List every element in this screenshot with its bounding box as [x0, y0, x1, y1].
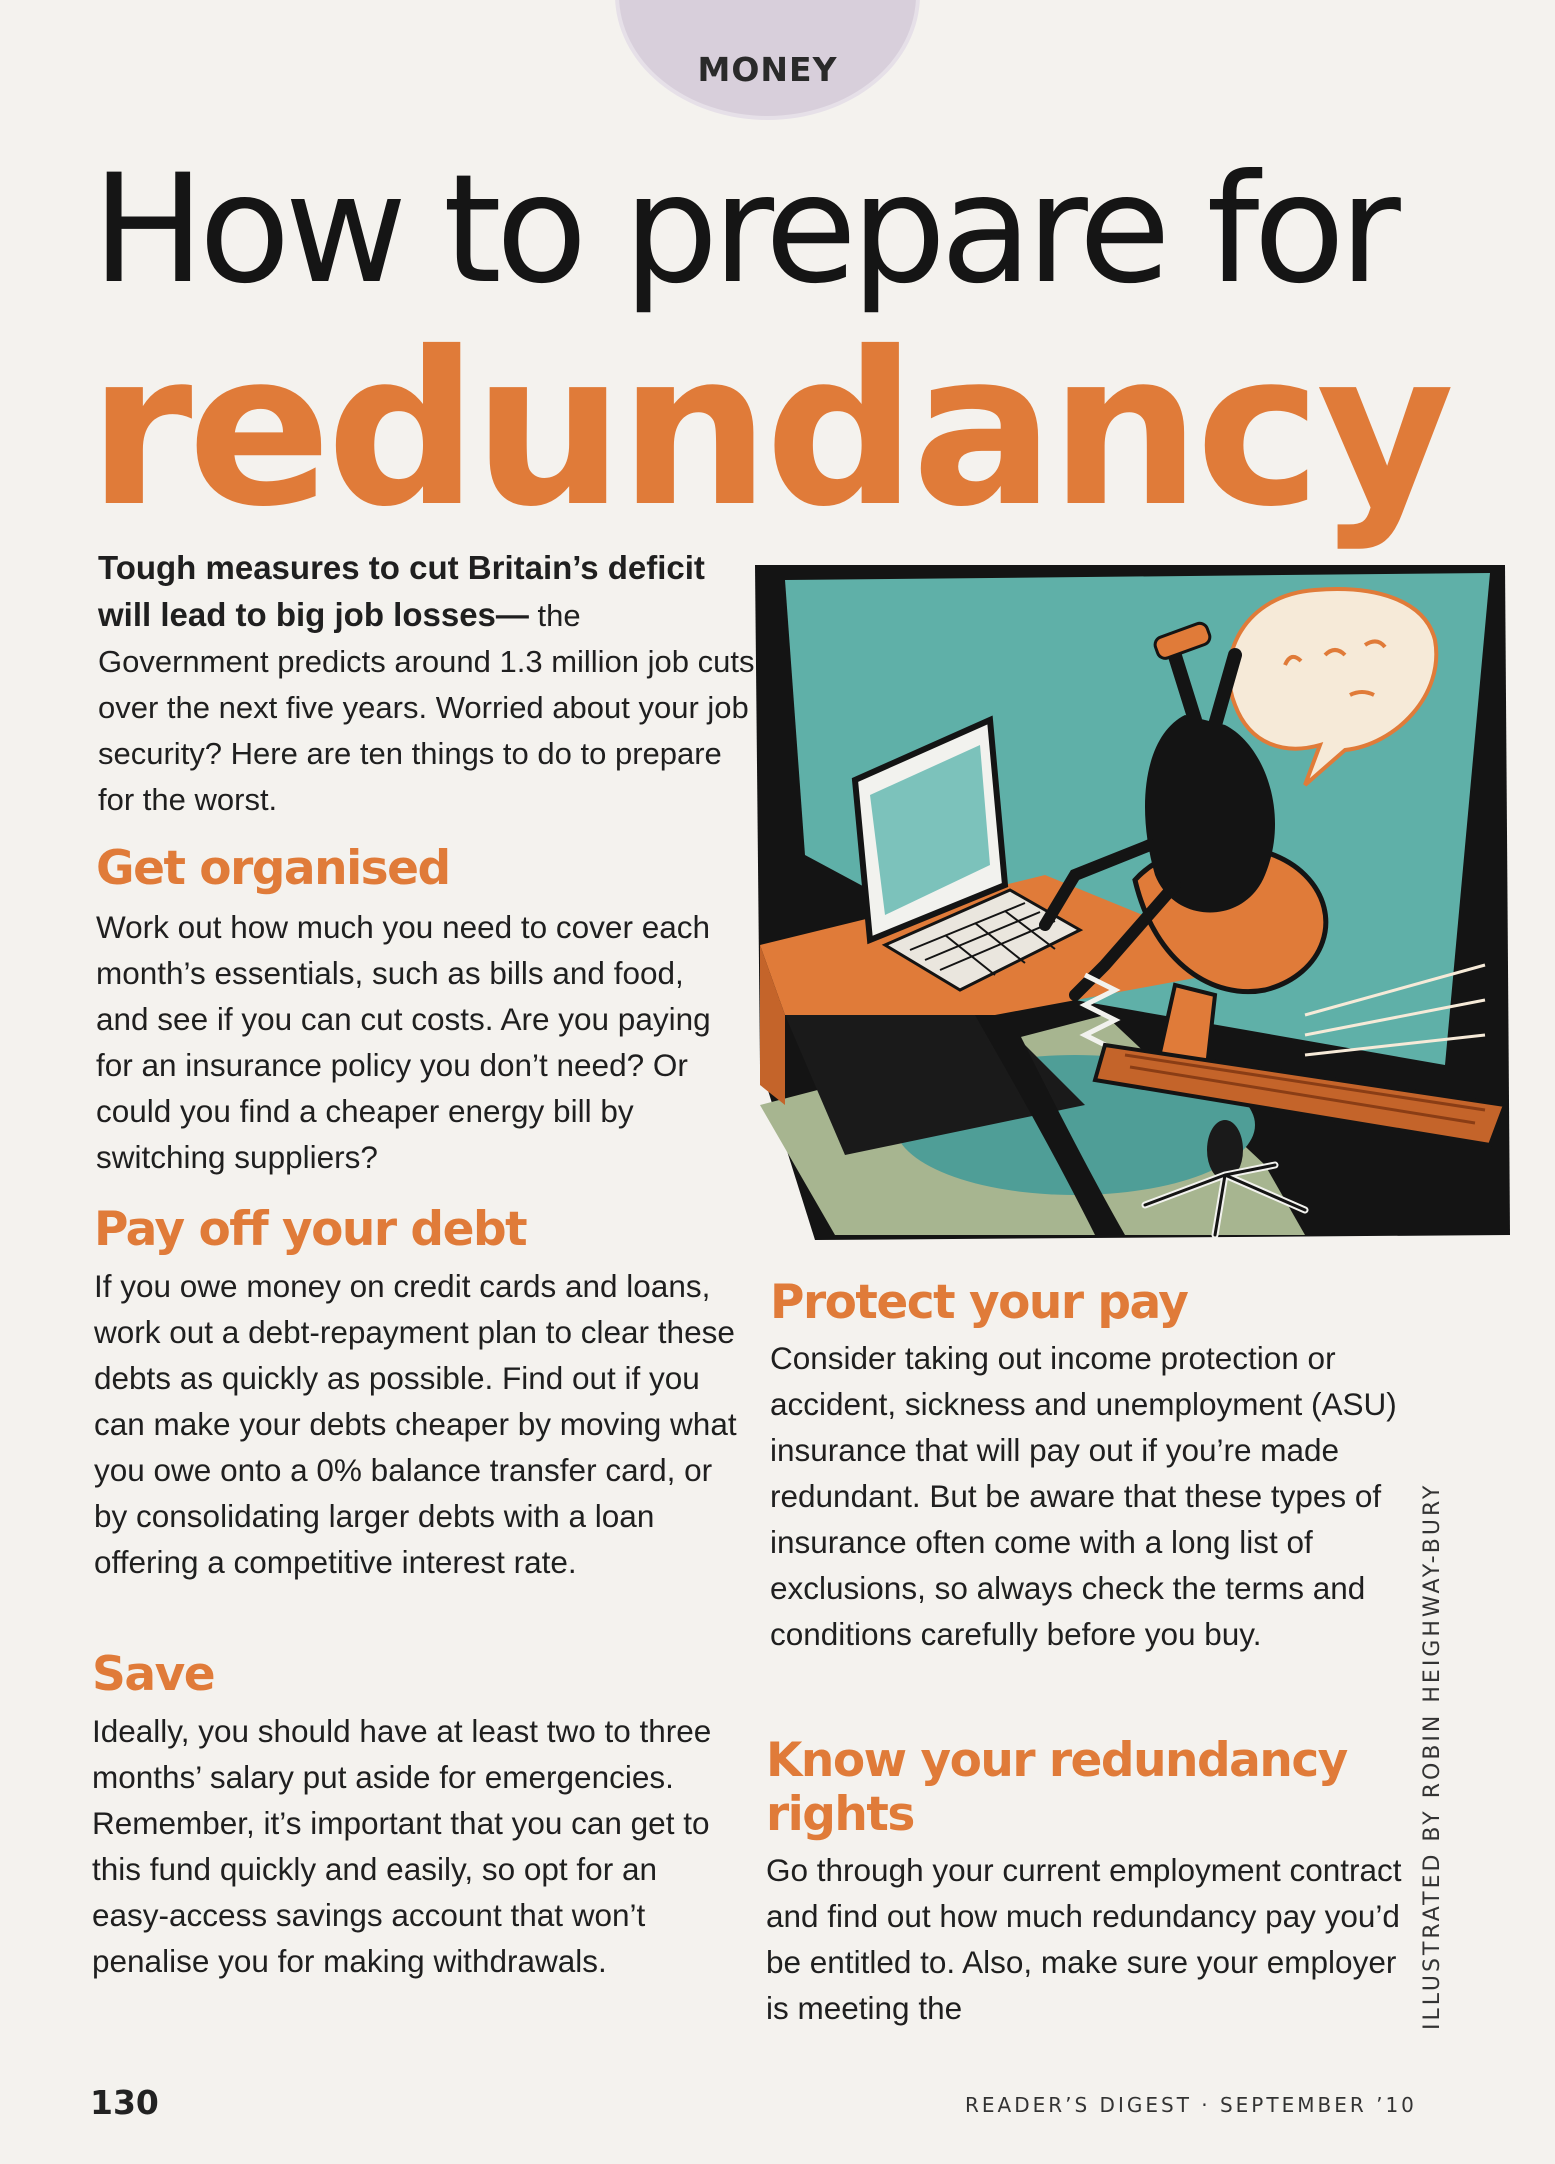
heading-pay-off-debt: Pay off your debt	[94, 1202, 527, 1257]
page-number: 130	[90, 2083, 159, 2122]
intro-paragraph	[98, 545, 758, 823]
headline-line1: How to prepare for	[92, 143, 1395, 317]
body-save: Ideally, you should have at least two to three months’ salary put aside for emergencies. Remember, it’s important that you can get to this fund quickly and easily, so opt for an easy-access savings account that won’t penalise you for making withdrawals.	[92, 1713, 712, 1979]
heading-protect-pay: Protect your pay	[770, 1275, 1188, 1330]
body-pay-off-debt: If you owe money on credit cards and loans, work out a debt-repayment plan to clear these debts as quickly as possible. Find out if you can make your debts cheaper by moving what you owe onto a 0% balance transfer card, or by consolidating larger debts with a loan offering a competitive interest rate.	[94, 1268, 737, 1580]
heading-redundancy-rights: Know your redundancy rights	[766, 1733, 1347, 1842]
headline-line2: redundancy	[88, 306, 1450, 553]
body-redundancy-rights: Go through your current employment contract and find out how much redundancy pay you’d be entitled to. Also, make sure your employer is meeting the	[766, 1852, 1402, 2026]
heading-save: Save	[92, 1647, 215, 1702]
illustration-credit: ILLUSTRATED BY ROBIN HEIGHWAY-BURY	[1420, 1482, 1445, 2030]
intro-bold: Tough measures to cut Britain’s deficit will lead to big job losses—	[98, 549, 705, 633]
body-get-organised: Work out how much you need to cover each month’s essentials, such as bills and food, and see if you can cut costs. Are you paying for an insurance policy you don’t need? Or could you find a cheaper energy bill by switching suppliers?	[96, 909, 711, 1175]
body-protect-pay: Consider taking out income protection or accident, sickness and unemployment (ASU) insurance that will pay out if you’re made redundant. But be aware that these types of insurance often come with a long list of exclusions, so always check the terms and conditions carefully before you buy.	[770, 1340, 1397, 1652]
redundancy-illustration	[745, 545, 1520, 1245]
publication-footer: READER’S DIGEST · SEPTEMBER ’10	[965, 2093, 1417, 2117]
heading-get-organised: Get organised	[96, 841, 450, 896]
intro-text: the Government predicts around 1.3 million job cuts over the next five years. Worried about your job security? Here are ten things to do to prepare for the worst.	[98, 598, 755, 817]
section-label: MONEY	[697, 50, 838, 89]
